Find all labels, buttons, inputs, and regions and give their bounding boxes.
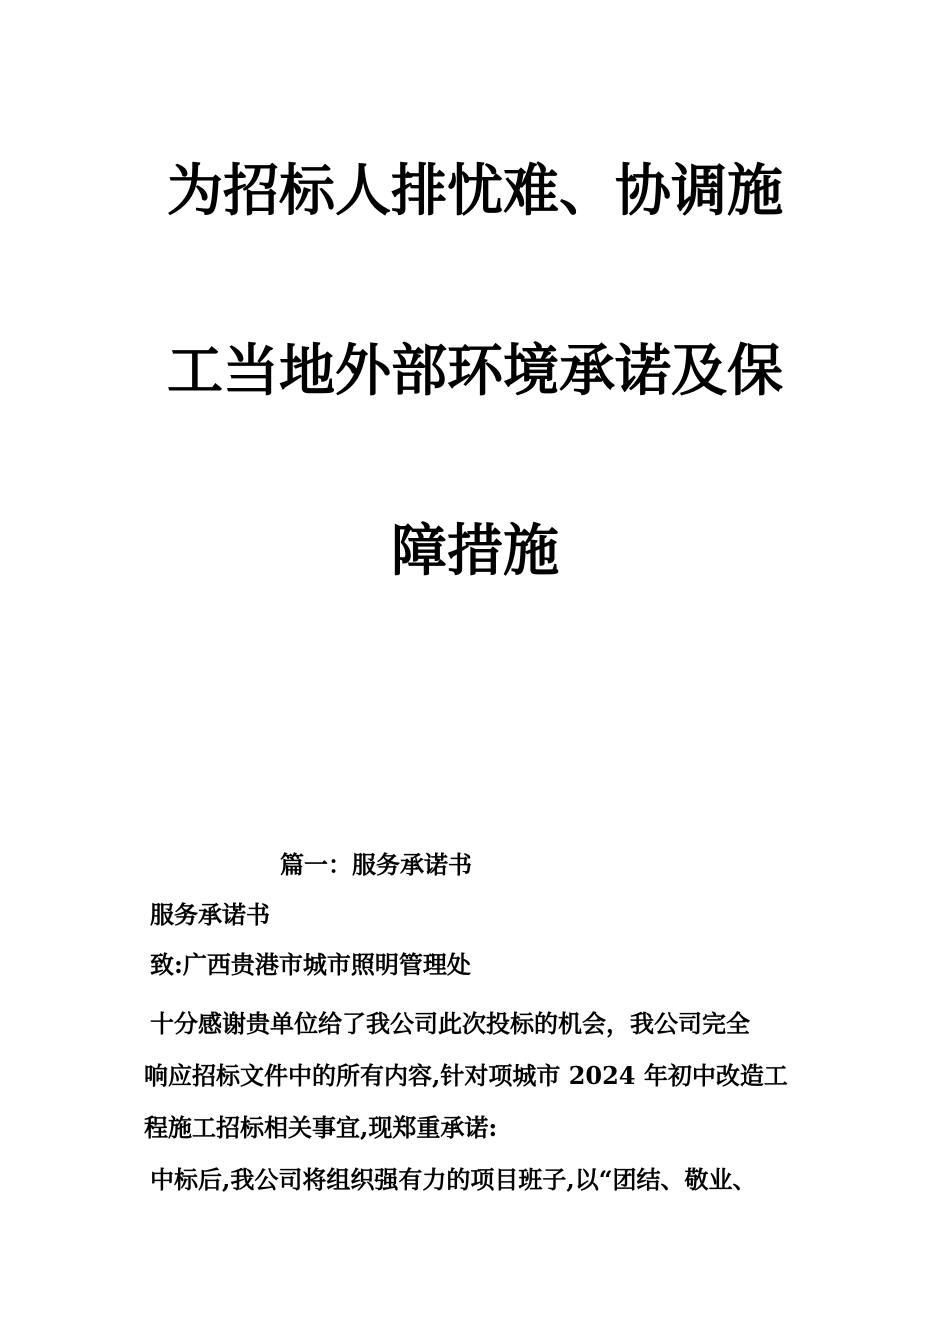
addressee: 致:广西贵港市城市照明管理处 — [150, 950, 471, 979]
section-heading: 篇一：服务承诺书 — [280, 850, 472, 879]
body-paragraph — [144, 998, 810, 1206]
document-title-line-1: 为招标人排忧难、协调施 — [167, 159, 783, 224]
document-title-line-2: 工当地外部环境承诺及保 — [167, 339, 783, 404]
paragraph-line-2: 响应招标文件中的所有内容,针对项城市 2024 年初中改造工 — [144, 1061, 788, 1090]
document-title-line-3: 障措施 — [391, 519, 559, 584]
paragraph-line-3: 程施工招标相关事宜,现郑重承诺: — [144, 1113, 498, 1142]
paragraph-line-4: 中标后,我公司将组织强有力的项目班子,以“团结、敬业、 — [150, 1165, 757, 1194]
paragraph-line-1: 十分感谢贵单位给了我公司此次投标的机会，我公司完全 — [150, 1009, 750, 1038]
subheading: 服务承诺书 — [150, 900, 270, 929]
